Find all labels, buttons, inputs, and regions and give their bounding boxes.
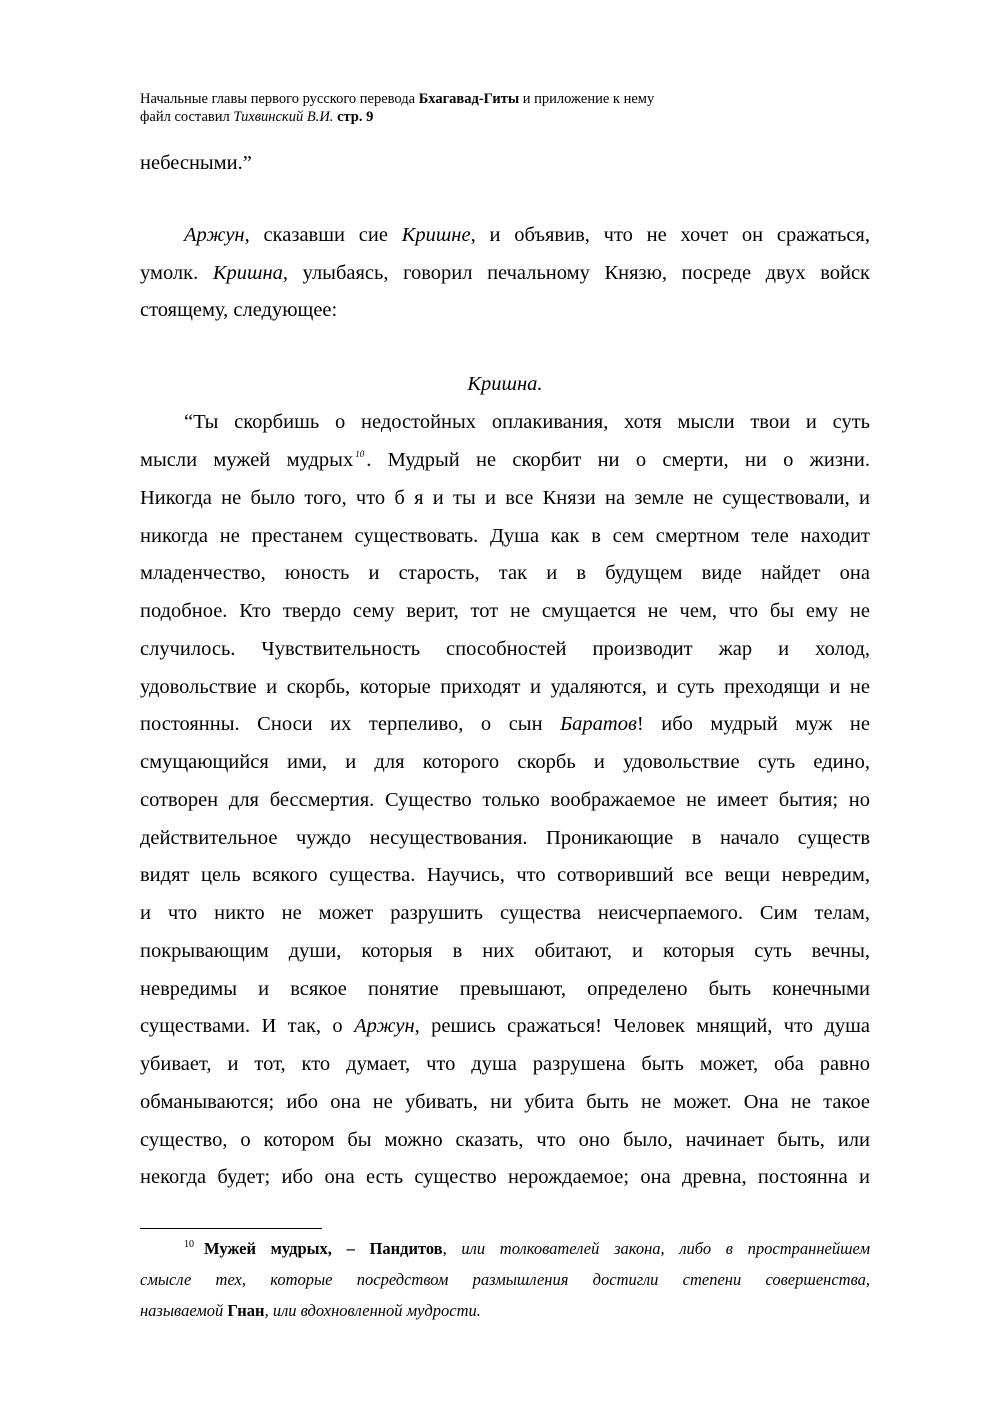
page-header	[140, 90, 870, 126]
header-line-2: файл составил Тихвинский В.И. стр. 9	[140, 109, 374, 125]
text-line: некогда будет; ибо она есть существо нерождаемое; она древна, постоянна и	[140, 1166, 870, 1188]
header-author: Тихвинский В.И.	[233, 109, 334, 125]
text-line: сотворен для бессмертия. Существо только воображаемое не имеет бытия; но	[140, 789, 870, 811]
header-line-1: Начальные главы первого русского перевода Бхагавад-Гиты и приложение к нему	[140, 91, 655, 107]
text-line: существами. И так, о Аржун, решись сражаться! Человек мнящий, что душа	[140, 1015, 870, 1037]
footnote-line: смысле тех, которые посредством размышления достигли степени совершенства,	[140, 1270, 870, 1289]
text-line: обманываются; ибо она не убивать, ни убита быть не может. Она не такое	[140, 1091, 870, 1113]
text-line: существо, о котором бы можно сказать, что оно было, начинает быть, или	[140, 1129, 870, 1151]
section-heading: Кришна.	[467, 373, 543, 395]
header-page-number: стр. 9	[337, 109, 374, 125]
text-line: никогда не престанем существовать. Душа как в сем смертном теле находит	[140, 525, 870, 547]
text-line: удовольствие и скорбь, которые приходят и удаляются, и суть преходящи и не	[140, 676, 870, 698]
header-book-title: Бхагавад-Гиты	[418, 91, 520, 107]
text-line: действительное чуждо несуществования. Проникающие в начало существ	[140, 827, 870, 849]
text-line: смущающийся ими, и для которого скорбь и удовольствие суть едино,	[140, 751, 870, 773]
text-line: Аржун, сказавши сие Кришне, и объявив, что не хочет он сражаться,	[184, 224, 870, 246]
text-line: небесными.”	[140, 152, 252, 174]
text-line: “Ты скорбишь о недостойных оплакивания, хотя мысли твои и суть	[184, 411, 870, 433]
text-line: убивает, и тот, кто думает, что душа разрушена быть может, оба равно	[140, 1053, 870, 1075]
text-line: умолк. Кришна, улыбаясь, говорил печальному Князю, посреде двух войск	[140, 262, 871, 284]
text-line: видят цель всякого существа. Научись, что сотворивший все вещи невредим,	[140, 864, 870, 886]
text-line: покрывающим души, которыя в них обитают, и которыя суть вечны,	[140, 940, 870, 962]
text-line: Никогда не было того, что б я и ты и все Князи на земле не существовали, и	[140, 487, 870, 509]
text-line: мысли мужей мудрых $^{10}$. Мудрый не скорбит ни о смерти, ни о жизни.	[140, 449, 870, 471]
footnote-line: $^{10}$ Мужей мудрых, – Пандитов, или толкователей закона, либо в пространнейшем	[184, 1239, 870, 1258]
text-line: подобное. Кто твердо сему верит, тот не смущается не чем, что бы ему не	[140, 600, 870, 622]
text-line: и что никто не может разрушить существа неисчерпаемого. Сим телам,	[140, 902, 870, 924]
footnote-line: называемой Гнан, или вдохновленной мудрости.	[140, 1301, 481, 1320]
text-line: младенчество, юность и старость, так и в будущем виде найдет она	[140, 562, 870, 584]
text-line: стоящему, следующее:	[140, 299, 338, 321]
footnote-number: 10	[184, 1239, 194, 1250]
text-line: случилось. Чувствительность способностей производит жар и холод,	[140, 638, 870, 660]
footnote-reference[interactable]: 10	[355, 449, 365, 459]
text-line: невредимы и всякое понятие превышают, определено быть конечными	[140, 978, 870, 1000]
footnote-separator	[140, 1228, 322, 1229]
text-line: постоянны. Сноси их терпеливо, о сын Баратов! ибо мудрый муж не	[140, 713, 870, 735]
